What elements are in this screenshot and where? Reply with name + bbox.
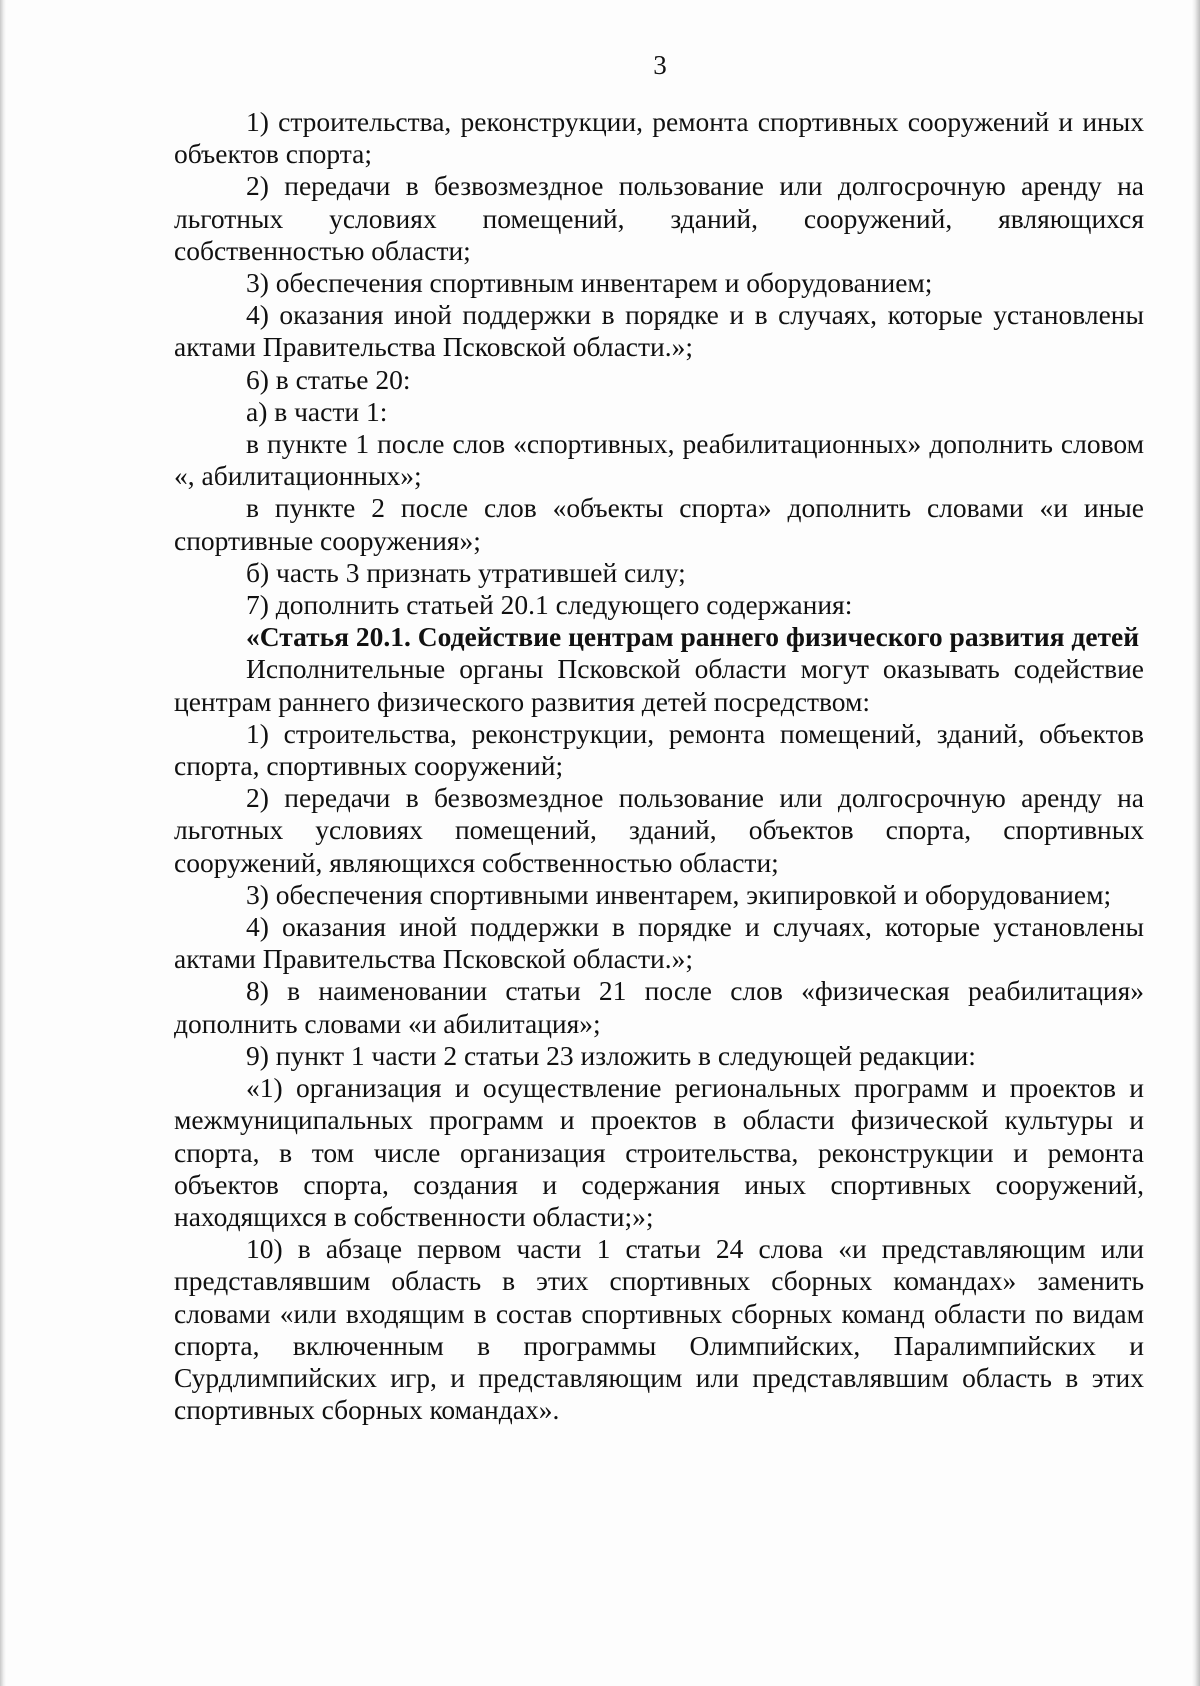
paragraph: 3) обеспечения спортивными инвентарем, экипировкой и оборудованием; — [246, 878, 1112, 910]
article-heading: «Статья 20.1. Содействие центрам раннего физического развития детей — [246, 621, 1140, 653]
page-number: 3 — [653, 50, 667, 80]
paragraph: 2) передачи в безвозмездное пользование или долгосрочную аренду на льготных условиях помещений, зданий, объектов спорта, спортивных сооружений, являющихся собственностью области; — [174, 782, 1144, 878]
paragraph: 7) дополнить статьей 20.1 следующего содержания: — [246, 589, 853, 621]
paragraph: 2) передачи в безвозмездное пользование или долгосрочную аренду на льготных условиях помещений, зданий, сооружений, являющихся собственностью области; — [174, 170, 1144, 266]
paragraph: б) часть 3 признать утратившей силу; — [246, 556, 686, 588]
paragraph: 3) обеспечения спортивным инвентарем и оборудованием; — [246, 267, 933, 299]
document-body — [174, 106, 1144, 1426]
scan-edge-left — [0, 0, 6, 1686]
paragraph: в пункте 2 после слов «объекты спорта» дополнить словами «и иные спортивные сооружения»; — [174, 492, 1144, 556]
scan-edge-right — [1192, 0, 1200, 1686]
paragraph: а) в части 1: — [246, 395, 388, 427]
paragraph: 4) оказания иной поддержки в порядке и случаях, которые установлены актами Правительства Псковской области.»; — [174, 911, 1144, 975]
paragraph: 1) строительства, реконструкции, ремонта помещений, зданий, объектов спорта, спортивных сооружений; — [174, 717, 1144, 782]
paragraph: 6) в статье 20: — [246, 363, 411, 395]
paragraph: Исполнительные органы Псковской области могут оказывать содействие центрам раннего физического развития детей посредством: — [174, 653, 1144, 717]
paragraph: 10) в абзаце первом части 1 статьи 24 слова «и представляющим или представлявшим область в этих спортивных сборных командах» заменить словами «или входящим в состав спортивных сборных команд области по видам спорта, включенным в программы Олимпийских, Паралимпийских и Сурдлимпийских игр, и представляющим или представлявшим область в этих спортивных сборных командах». — [174, 1233, 1144, 1426]
paragraph: 4) оказания иной поддержки в порядке и в случаях, которые установлены актами Правительства Псковской области.»; — [174, 299, 1144, 363]
paragraph: 8) в наименовании статьи 21 после слов «физическая реабилитация» дополнить словами «и абилитация»; — [174, 975, 1144, 1039]
paragraph: 9) пункт 1 части 2 статьи 23 изложить в следующей редакции: — [246, 1039, 976, 1071]
paragraph: в пункте 1 после слов «спортивных, реабилитационных» дополнить словом «, абилитационных»; — [174, 428, 1144, 492]
paragraph: «1) организация и осуществление региональных программ и проектов и межмуниципальных программ и проектов в области физической культуры и спорта, в том числе организация строительства, реконструкции и ремонта объектов спорта, создания и содержания иных спортивных сооружений, находящихся в собственности области;»; — [174, 1072, 1144, 1232]
paragraph: 1) строительства, реконструкции, ремонта спортивных сооружений и иных объектов спорта; — [174, 106, 1144, 170]
